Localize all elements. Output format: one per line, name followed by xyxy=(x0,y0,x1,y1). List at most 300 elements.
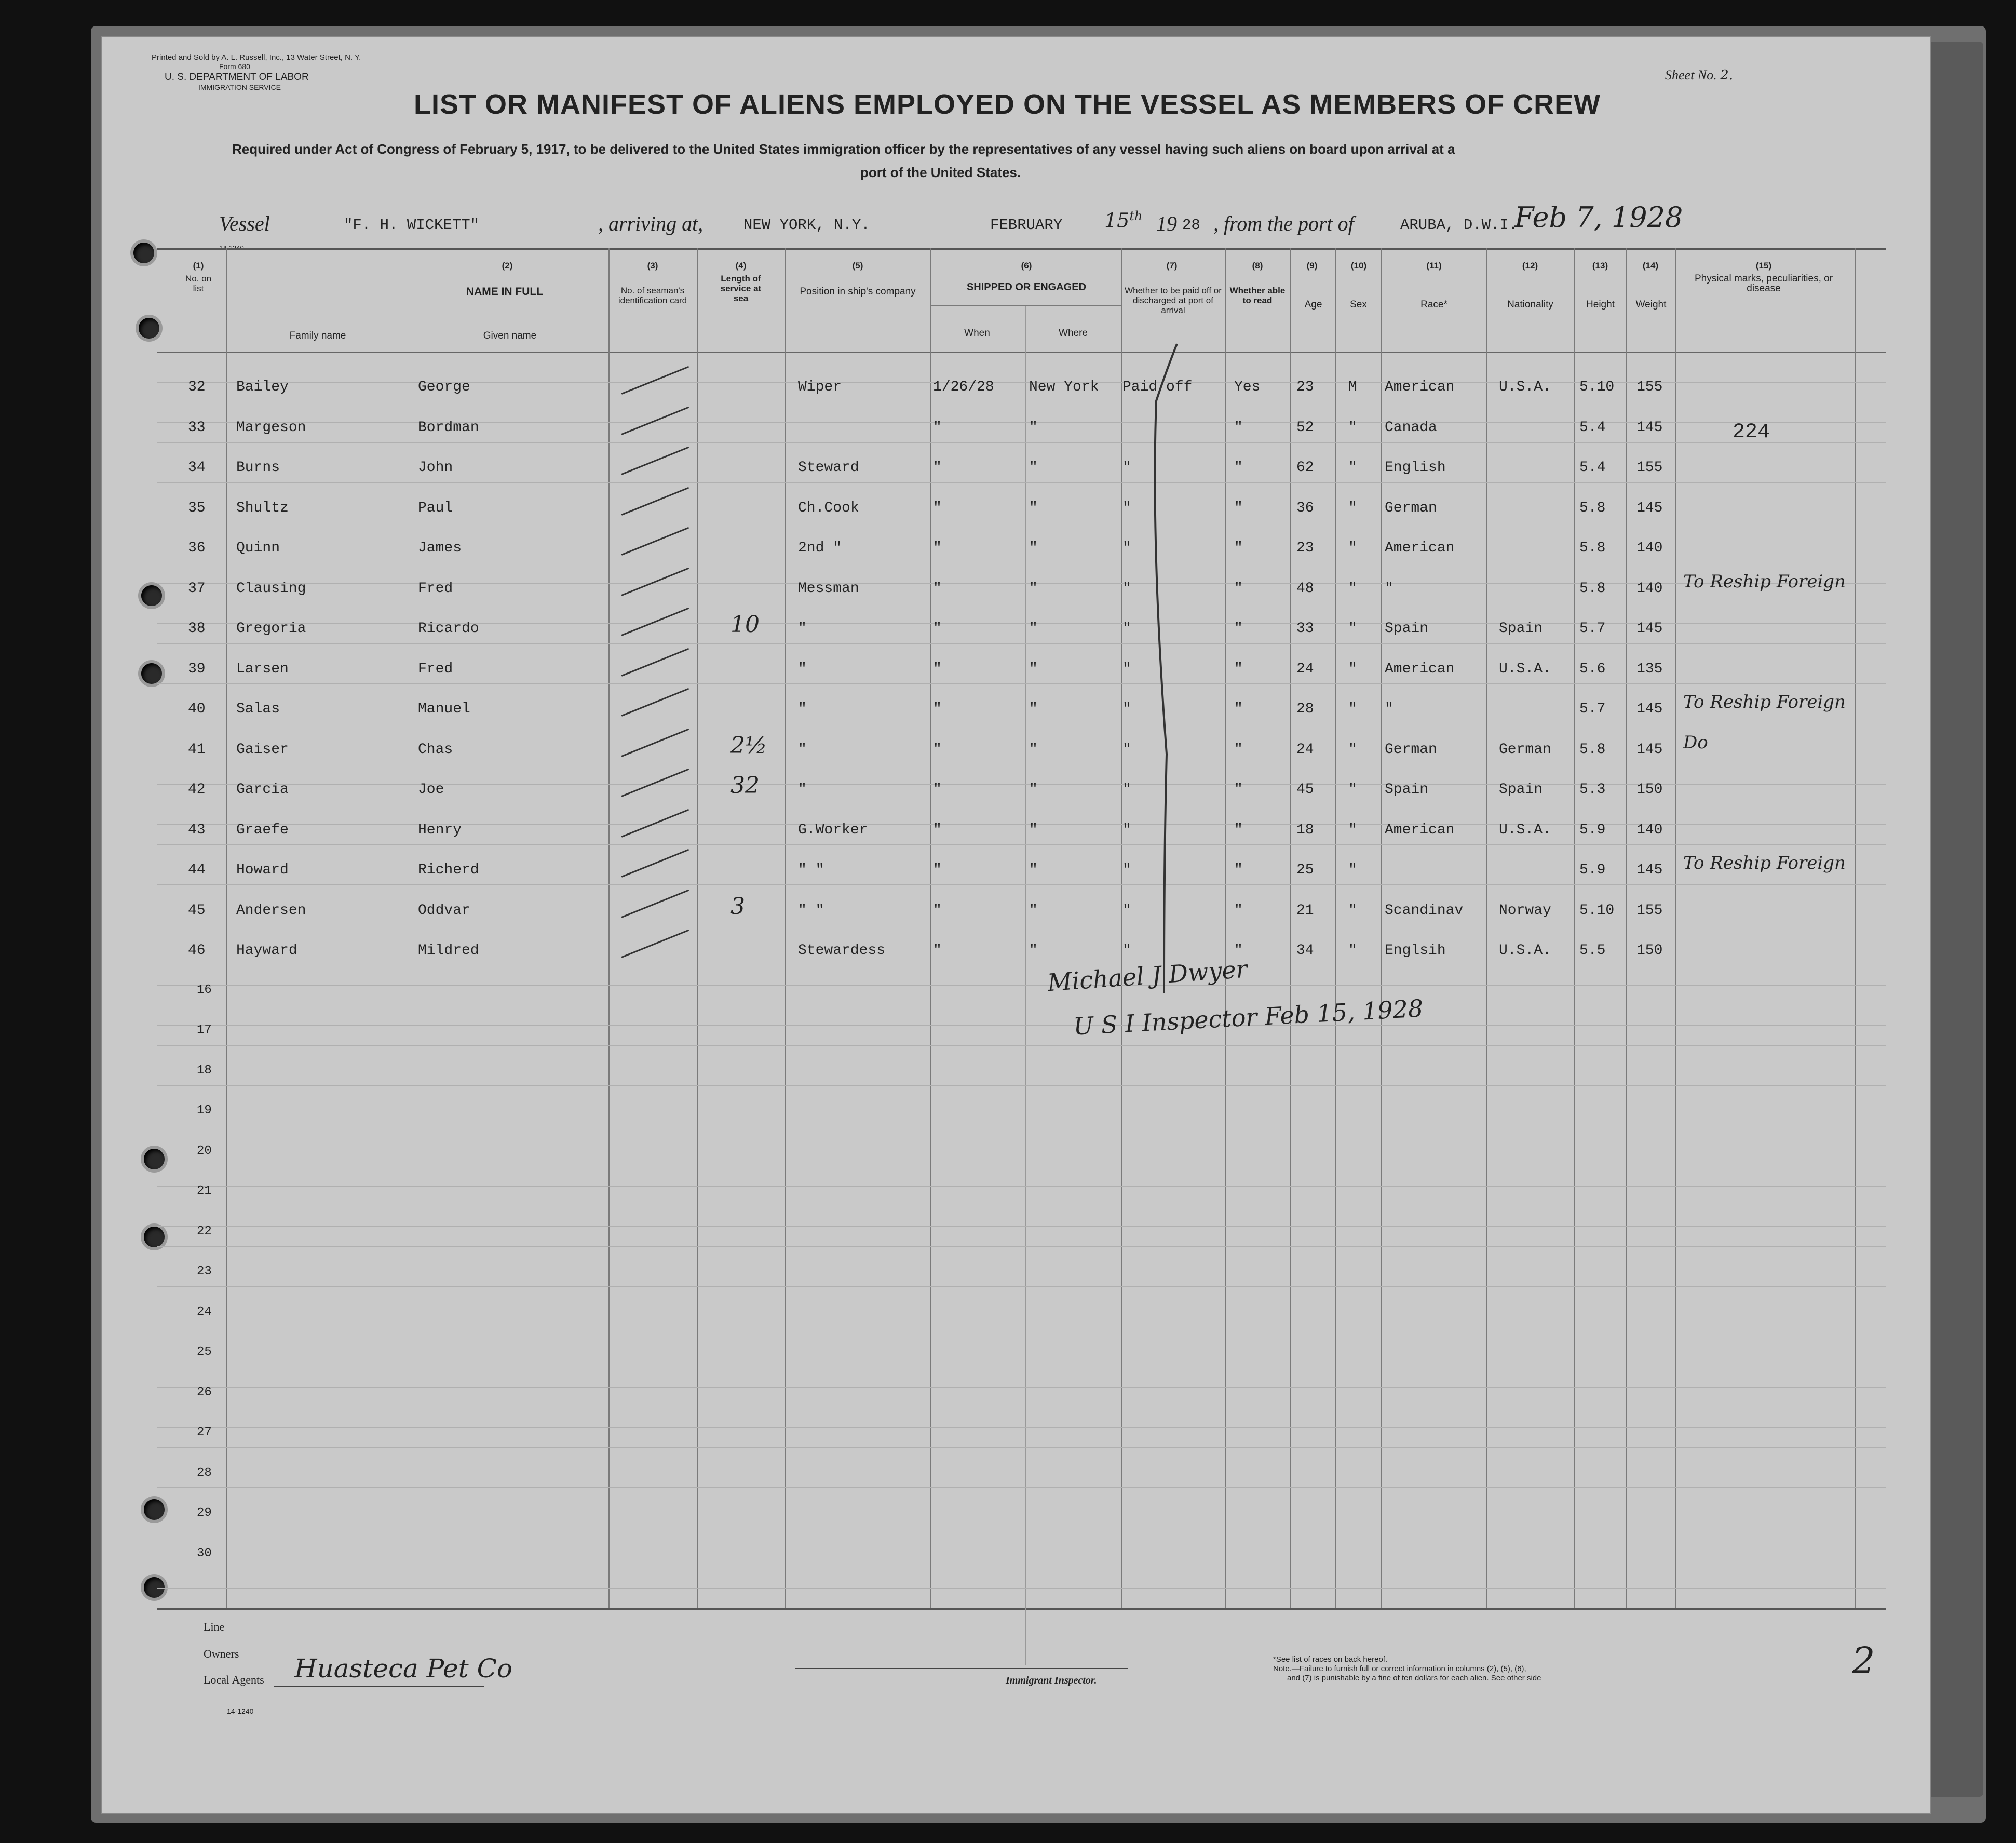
row-number: 41 xyxy=(188,741,206,758)
cell-when: " xyxy=(933,902,942,919)
cell-height: 5.8 xyxy=(1579,540,1606,556)
col-4-label: Length of service at sea xyxy=(720,274,762,303)
footer-agents-label: Local Agents xyxy=(204,1673,264,1686)
cell-paid: " xyxy=(1122,460,1131,476)
footer-form-code: 14-1240 xyxy=(227,1707,254,1715)
empty-row-number: 30 xyxy=(197,1546,212,1561)
cell-age: 24 xyxy=(1296,661,1314,677)
col-10-label: Sex xyxy=(1350,299,1367,310)
cell-sex: " xyxy=(1348,822,1357,838)
cell-age: 36 xyxy=(1296,500,1314,516)
col-5-label: Position in ship's company xyxy=(800,286,916,297)
local-agents-signature: Huasteca Pet Co xyxy=(294,1653,512,1684)
manifest-title: LIST OR MANIFEST OF ALIENS EMPLOYED ON THE VESSEL AS MEMBERS OF CREW xyxy=(414,89,1601,120)
cell-when: 1/26/28 xyxy=(933,379,994,395)
row-number: 37 xyxy=(188,580,206,597)
inspector-title-date: U S I Inspector Feb 15, 1928 xyxy=(1073,994,1424,1041)
cell-marks: To Reship Foreign xyxy=(1683,853,1846,873)
cell-height: 5.6 xyxy=(1579,661,1606,677)
cell-given: Chas xyxy=(418,741,453,758)
arrival-day-suffix: th xyxy=(1129,209,1143,223)
ruled-line xyxy=(157,1025,1886,1026)
ruled-line xyxy=(157,985,1886,986)
cell-given: Joe xyxy=(418,782,444,798)
table-row xyxy=(102,772,1930,813)
cell-given: George xyxy=(418,379,470,395)
cell-sex: " xyxy=(1348,580,1357,597)
cell-read: " xyxy=(1234,500,1243,516)
cell-paid: " xyxy=(1122,580,1131,597)
table-row xyxy=(102,571,1930,612)
cell-age: 25 xyxy=(1296,862,1314,878)
corner-page-mark: 2 xyxy=(1852,1639,1875,1682)
arrival-year-prefix: 19 xyxy=(1156,212,1177,235)
cell-marks: 224 xyxy=(1733,420,1770,444)
cell-where: " xyxy=(1029,862,1038,878)
cell-when: " xyxy=(933,741,942,758)
table-row xyxy=(102,450,1930,491)
cell-age: 18 xyxy=(1296,822,1314,838)
from-port-label: , from the port of xyxy=(1213,212,1354,235)
row-number: 45 xyxy=(188,902,206,919)
cell-height: 5.8 xyxy=(1579,500,1606,516)
ruled-line xyxy=(157,1246,1886,1247)
empty-row-number: 28 xyxy=(197,1465,212,1480)
row-number: 33 xyxy=(188,419,206,436)
arriving-label: , arriving at, xyxy=(598,212,703,235)
cell-when: " xyxy=(933,621,942,637)
ruled-line xyxy=(157,1447,1886,1448)
row-number: 38 xyxy=(188,621,206,637)
cell-read: " xyxy=(1234,741,1243,758)
cell-family: Bailey xyxy=(236,379,289,395)
arrival-year: 28 xyxy=(1182,217,1200,234)
cell-position: G.Worker xyxy=(798,822,868,838)
cell-where: New York xyxy=(1029,379,1099,395)
cell-race: Canada xyxy=(1385,419,1437,436)
cell-age: 62 xyxy=(1296,460,1314,476)
col-15-label: Physical marks, peculiarities, or disease xyxy=(1694,273,1833,294)
col-14-label: Weight xyxy=(1635,299,1667,310)
table-row xyxy=(102,933,1930,974)
col-12-number: (12) xyxy=(1522,261,1538,271)
cell-where: " xyxy=(1029,782,1038,798)
manifest-subtitle-2: port of the United States. xyxy=(860,165,1021,180)
cell-weight: 155 xyxy=(1636,460,1663,476)
col-3-label: No. of seaman's identification card xyxy=(618,286,687,305)
empty-row-number: 25 xyxy=(197,1345,212,1359)
cell-marks: To Reship Foreign xyxy=(1683,692,1846,712)
table-row xyxy=(102,611,1930,652)
empty-row-number: 19 xyxy=(197,1104,212,1118)
arrival-month: FEBRUARY xyxy=(990,217,1063,234)
cell-sex: " xyxy=(1348,902,1357,919)
cell-family: Gaiser xyxy=(236,741,289,758)
cell-given: Mildred xyxy=(418,943,479,959)
cell-given: Fred xyxy=(418,661,453,677)
from-port: ARUBA, D.W.I. xyxy=(1400,217,1518,234)
cell-age: 34 xyxy=(1296,943,1314,959)
cell-read: " xyxy=(1234,822,1243,838)
cell-paid: " xyxy=(1122,943,1131,959)
ruled-line xyxy=(157,1427,1886,1428)
col-12-label: Nationality xyxy=(1507,299,1553,310)
cell-when: " xyxy=(933,419,942,436)
table-row xyxy=(102,692,1930,732)
cell-where: " xyxy=(1029,500,1038,516)
table-row xyxy=(102,732,1930,773)
table-row xyxy=(102,893,1930,934)
ruled-line xyxy=(157,1226,1886,1227)
cell-nationality: U.S.A. xyxy=(1499,379,1551,395)
cell-age: 52 xyxy=(1296,419,1314,436)
cell-weight: 155 xyxy=(1636,902,1663,919)
cell-service: 3 xyxy=(730,893,745,920)
cell-sex: " xyxy=(1348,943,1357,959)
cell-given: Manuel xyxy=(418,701,470,717)
cell-when: " xyxy=(933,822,942,838)
cell-family: Shultz xyxy=(236,500,289,516)
cell-race: American xyxy=(1385,822,1455,838)
cell-race: German xyxy=(1385,500,1437,516)
cell-marks: To Reship Foreign xyxy=(1683,571,1846,592)
cell-sex: M xyxy=(1348,379,1357,395)
cell-sex: " xyxy=(1348,741,1357,758)
empty-row-number: 17 xyxy=(197,1023,212,1037)
col-6-where: Where xyxy=(1059,328,1088,339)
col-11-number: (11) xyxy=(1426,261,1442,271)
cell-read: " xyxy=(1234,701,1243,717)
col-2-family: Family name xyxy=(289,330,346,341)
cell-position: " xyxy=(798,782,807,798)
footer-owners-label: Owners xyxy=(204,1647,239,1660)
cell-weight: 140 xyxy=(1636,540,1663,556)
empty-row-number: 27 xyxy=(197,1425,212,1440)
cell-when: " xyxy=(933,862,942,878)
col-1-number: (1) xyxy=(193,261,204,271)
cell-race: Englsih xyxy=(1385,943,1446,959)
arrival-day xyxy=(1104,209,1142,232)
cell-when: " xyxy=(933,701,942,717)
cell-weight: 135 xyxy=(1636,661,1663,677)
cell-race: American xyxy=(1385,540,1455,556)
row-number: 44 xyxy=(188,862,206,878)
cell-read: " xyxy=(1234,782,1243,798)
empty-row-number: 18 xyxy=(197,1063,212,1078)
cell-height: 5.9 xyxy=(1579,862,1606,878)
vessel-name: "F. H. WICKETT" xyxy=(344,217,480,234)
empty-row-number: 20 xyxy=(197,1144,212,1158)
cell-weight: 150 xyxy=(1636,943,1663,959)
cell-nationality: Spain xyxy=(1499,621,1543,637)
arrival-day-number: 15 xyxy=(1104,209,1130,232)
cell-height: 5.3 xyxy=(1579,782,1606,798)
empty-row-number: 26 xyxy=(197,1385,212,1400)
cell-where: " xyxy=(1029,580,1038,597)
table-row xyxy=(102,531,1930,571)
row-number: 32 xyxy=(188,379,206,395)
col-1-label: No. on list xyxy=(185,274,212,293)
cell-position: " xyxy=(798,621,807,637)
service-name: IMMIGRATION SERVICE xyxy=(198,83,281,91)
printer-imprint: Printed and Sold by A. L. Russell, Inc., 13 Water Street, N. Y. xyxy=(152,53,361,62)
cell-height: 5.4 xyxy=(1579,419,1606,436)
cell-race: German xyxy=(1385,741,1437,758)
cell-read: " xyxy=(1234,621,1243,637)
sheet-number-label xyxy=(1665,68,1733,83)
cell-service: 32 xyxy=(730,772,760,799)
cell-given: Paul xyxy=(418,500,453,516)
cell-race: " xyxy=(1385,580,1393,597)
cell-service: 10 xyxy=(730,611,760,638)
manifest-sheet xyxy=(101,36,1931,1814)
cell-when: " xyxy=(933,943,942,959)
cell-family: Margeson xyxy=(236,419,306,436)
cell-marks: Do xyxy=(1683,732,1708,753)
col-6-when: When xyxy=(964,328,990,339)
cell-age: 23 xyxy=(1296,379,1314,395)
cell-where: " xyxy=(1029,540,1038,556)
cell-family: Garcia xyxy=(236,782,289,798)
cell-position: Messman xyxy=(798,580,859,597)
ruled-line xyxy=(157,1487,1886,1488)
col-2-number: (2) xyxy=(502,261,513,271)
cell-family: Salas xyxy=(236,701,280,717)
cell-height: 5.4 xyxy=(1579,460,1606,476)
cell-age: 33 xyxy=(1296,621,1314,637)
cell-nationality: U.S.A. xyxy=(1499,943,1551,959)
col-2-given: Given name xyxy=(483,330,537,341)
cell-where: " xyxy=(1029,943,1038,959)
cell-family: Howard xyxy=(236,862,289,878)
table-row xyxy=(102,853,1930,893)
cell-position: Stewardess xyxy=(798,943,886,959)
col-6-number: (6) xyxy=(1021,261,1032,271)
cell-weight: 145 xyxy=(1636,500,1663,516)
cell-age: 21 xyxy=(1296,902,1314,919)
sheet-label: Sheet No. xyxy=(1665,68,1717,83)
cell-race: " xyxy=(1385,701,1393,717)
table-row xyxy=(102,370,1930,410)
cell-sex: " xyxy=(1348,419,1357,436)
cell-weight: 145 xyxy=(1636,701,1663,717)
cell-family: Larsen xyxy=(236,661,289,677)
cell-family: Burns xyxy=(236,460,280,476)
cell-age: 24 xyxy=(1296,741,1314,758)
cell-sex: " xyxy=(1348,621,1357,637)
cell-race: Spain xyxy=(1385,621,1429,637)
col-3-number: (3) xyxy=(647,261,658,271)
cell-height: 5.10 xyxy=(1579,379,1615,395)
cell-race: Scandinav xyxy=(1385,902,1464,919)
row-number: 40 xyxy=(188,701,206,717)
cell-where: " xyxy=(1029,741,1038,758)
cell-when: " xyxy=(933,500,942,516)
from-port-date: Feb 7, 1928 xyxy=(1514,201,1683,234)
cell-weight: 150 xyxy=(1636,782,1663,798)
cell-nationality: Norway xyxy=(1499,902,1551,919)
immigrant-inspector-label: Immigrant Inspector. xyxy=(1006,1675,1097,1686)
ruled-line xyxy=(157,1286,1886,1287)
cell-position: " " xyxy=(798,902,824,919)
ruled-line xyxy=(157,1186,1886,1187)
col-9-number: (9) xyxy=(1306,261,1318,271)
cell-given: John xyxy=(418,460,453,476)
cell-paid: " xyxy=(1122,540,1131,556)
cell-read: Yes xyxy=(1234,379,1261,395)
cell-read: " xyxy=(1234,902,1243,919)
row-number: 42 xyxy=(188,782,206,798)
cell-where: " xyxy=(1029,701,1038,717)
manifest-subtitle: Required under Act of Congress of February 5, 1917, to be delivered to the United States immigration officer by the representatives of any vessel having such aliens on board upon arrival at a xyxy=(232,141,1455,157)
footer-note-races: *See list of races on back hereof. xyxy=(1273,1655,1388,1664)
empty-row-number: 23 xyxy=(197,1264,212,1279)
cell-height: 5.8 xyxy=(1579,741,1606,758)
cell-family: Hayward xyxy=(236,943,297,959)
row-number: 34 xyxy=(188,460,206,476)
cell-family: Quinn xyxy=(236,540,280,556)
cell-where: " xyxy=(1029,621,1038,637)
cell-family: Clausing xyxy=(236,580,306,597)
footer-line-label: Line xyxy=(204,1620,225,1633)
cell-weight: 155 xyxy=(1636,379,1663,395)
cell-position: 2nd " xyxy=(798,540,842,556)
empty-row-number: 29 xyxy=(197,1506,212,1520)
col-6-divider xyxy=(930,305,1121,306)
col-7-label: Whether to be paid off or discharged at port of arrival xyxy=(1125,286,1222,315)
cell-paid: " xyxy=(1122,661,1131,677)
cell-position: " " xyxy=(798,862,824,878)
cell-when: " xyxy=(933,661,942,677)
cell-race: Spain xyxy=(1385,782,1429,798)
cell-given: Bordman xyxy=(418,419,479,436)
cell-weight: 145 xyxy=(1636,419,1663,436)
cell-weight: 145 xyxy=(1636,741,1663,758)
cell-family: Andersen xyxy=(236,902,306,919)
cell-sex: " xyxy=(1348,701,1357,717)
cell-given: James xyxy=(418,540,462,556)
row-number: 39 xyxy=(188,661,206,677)
inspector-signature-rule xyxy=(795,1668,1128,1669)
cell-position: Steward xyxy=(798,460,859,476)
cell-position: Wiper xyxy=(798,379,842,395)
cell-when: " xyxy=(933,540,942,556)
footer-note-penalty: Note.—Failure to furnish full or correct information in columns (2), (5), (6), xyxy=(1273,1664,1526,1673)
cell-race: American xyxy=(1385,661,1455,677)
cell-weight: 145 xyxy=(1636,621,1663,637)
cell-position: " xyxy=(798,701,807,717)
cell-weight: 140 xyxy=(1636,580,1663,597)
cell-age: 45 xyxy=(1296,782,1314,798)
cell-where: " xyxy=(1029,822,1038,838)
row-number: 35 xyxy=(188,500,206,516)
footer-note-penalty-2: and (7) is punishable by a fine of ten dollars for each alien. See other side xyxy=(1287,1674,1541,1683)
table-row xyxy=(102,813,1930,853)
cell-nationality: German xyxy=(1499,741,1551,758)
cell-paid: " xyxy=(1122,822,1131,838)
cell-nationality: U.S.A. xyxy=(1499,661,1551,677)
cell-given: Oddvar xyxy=(418,902,470,919)
cell-sex: " xyxy=(1348,500,1357,516)
cell-height: 5.7 xyxy=(1579,621,1606,637)
col-13-number: (13) xyxy=(1592,261,1608,271)
paid-off-bracket-mark xyxy=(1135,339,1203,1003)
cell-read: " xyxy=(1234,419,1243,436)
cell-age: 28 xyxy=(1296,701,1314,717)
col-7-number: (7) xyxy=(1166,261,1178,271)
cell-service: 2½ xyxy=(730,732,767,759)
cell-paid: " xyxy=(1122,782,1131,798)
cell-age: 23 xyxy=(1296,540,1314,556)
cell-height: 5.7 xyxy=(1579,701,1606,717)
col-2-label: NAME IN FULL xyxy=(466,286,544,298)
cell-age: 48 xyxy=(1296,580,1314,597)
cell-given: Henry xyxy=(418,822,462,838)
cell-paid: " xyxy=(1122,701,1131,717)
cell-read: " xyxy=(1234,540,1243,556)
cell-sex: " xyxy=(1348,540,1357,556)
col-9-label: Age xyxy=(1304,299,1322,310)
cell-when: " xyxy=(933,782,942,798)
col-6-label: SHIPPED OR ENGAGED xyxy=(966,281,1087,293)
arriving-port: NEW YORK, N.Y. xyxy=(743,217,870,234)
form-number: Form 680 xyxy=(219,62,250,71)
empty-row-number: 16 xyxy=(197,983,212,997)
ruled-line xyxy=(157,1045,1886,1046)
cell-paid: " xyxy=(1122,621,1131,637)
ruled-line xyxy=(157,1588,1886,1589)
col-15-number: (15) xyxy=(1755,261,1772,271)
cell-height: 5.5 xyxy=(1579,943,1606,959)
cell-nationality: U.S.A. xyxy=(1499,822,1551,838)
table-row xyxy=(102,410,1930,451)
cell-where: " xyxy=(1029,419,1038,436)
cell-read: " xyxy=(1234,580,1243,597)
cell-paid: " xyxy=(1122,500,1131,516)
cell-sex: " xyxy=(1348,782,1357,798)
cell-position: " xyxy=(798,661,807,677)
row-number: 36 xyxy=(188,540,206,556)
cell-height: 5.10 xyxy=(1579,902,1615,919)
col-5-number: (5) xyxy=(852,261,863,271)
cell-race: English xyxy=(1385,460,1446,476)
table-row xyxy=(102,652,1930,692)
col-10-number: (10) xyxy=(1350,261,1367,271)
cell-paid: " xyxy=(1122,902,1131,919)
cell-sex: " xyxy=(1348,862,1357,878)
sheet-number: 2. xyxy=(1720,68,1733,83)
department-name: U. S. DEPARTMENT OF LABOR xyxy=(165,72,309,83)
cell-read: " xyxy=(1234,943,1243,959)
cell-height: 5.9 xyxy=(1579,822,1606,838)
cell-sex: " xyxy=(1348,661,1357,677)
col-11-label: Race* xyxy=(1420,299,1447,310)
cell-weight: 140 xyxy=(1636,822,1663,838)
cell-read: " xyxy=(1234,460,1243,476)
row-number: 46 xyxy=(188,943,206,959)
cell-where: " xyxy=(1029,902,1038,919)
empty-row-number: 21 xyxy=(197,1184,212,1198)
cell-weight: 145 xyxy=(1636,862,1663,878)
cell-when: " xyxy=(933,580,942,597)
col-14-number: (14) xyxy=(1642,261,1659,271)
empty-row-number: 24 xyxy=(197,1304,212,1319)
cell-family: Graefe xyxy=(236,822,289,838)
cell-where: " xyxy=(1029,460,1038,476)
col-4-number: (4) xyxy=(735,261,747,271)
row-number: 43 xyxy=(188,822,206,838)
cell-nationality: Spain xyxy=(1499,782,1543,798)
